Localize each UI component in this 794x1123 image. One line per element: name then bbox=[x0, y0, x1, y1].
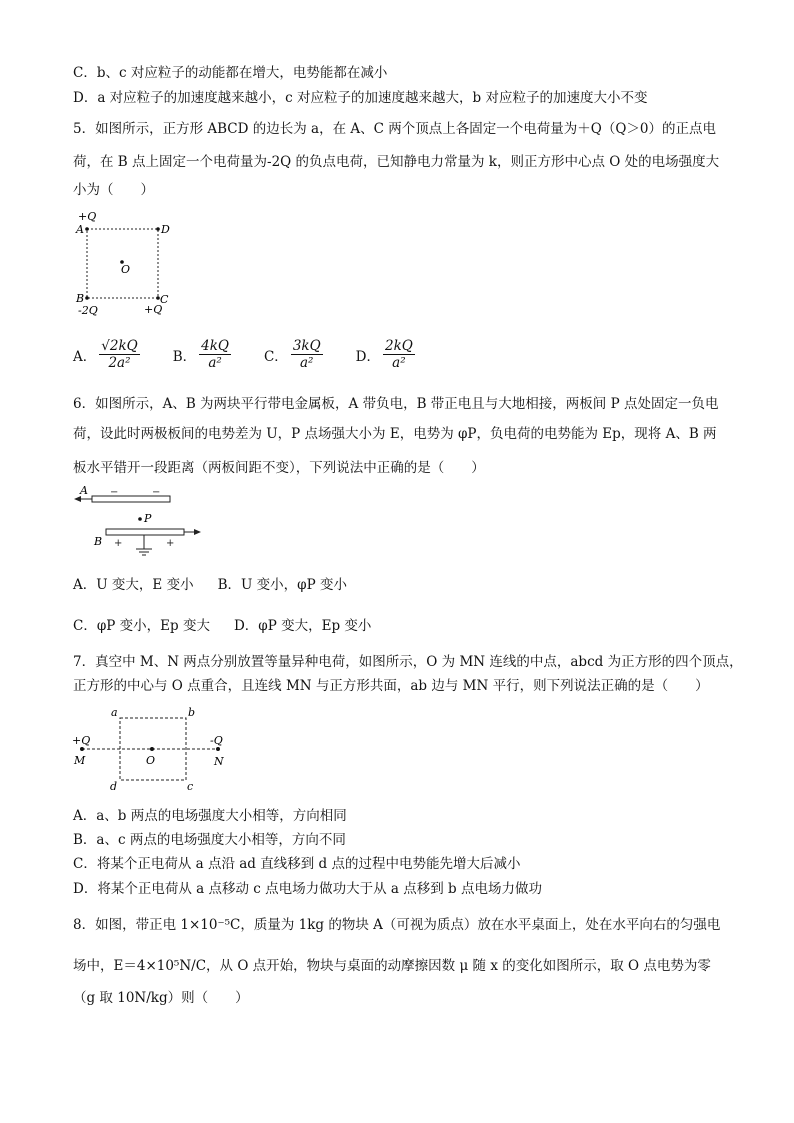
q6-option-d[interactable]: D．φP 变大，Ep 变小 bbox=[233, 618, 372, 634]
plate-b bbox=[106, 529, 184, 535]
q8-stem-line2: 场中，E＝4×10⁵N/C，从 O 点开始，物块与桌面的动摩擦因数 μ 随 x 的变化如图所示，取 O 点电势为零 bbox=[73, 958, 711, 974]
label-a-charge: +Q bbox=[78, 210, 97, 223]
center-o-dot bbox=[150, 747, 154, 751]
q7-option-a[interactable]: A．a、b 两点的电场强度大小相等，方向相同 bbox=[73, 808, 347, 824]
label-plate-a: A bbox=[80, 484, 88, 497]
q6-stem-line1: 6．如图所示，A、B 为两块平行带电金属板，A 带负电，B 带正电且与大地相接，两板间 P 点处固定一负电 bbox=[73, 396, 719, 412]
label-p: P bbox=[144, 512, 152, 525]
label-b-charge: -2Q bbox=[78, 304, 98, 317]
label-b: B bbox=[76, 292, 85, 305]
q7-option-d[interactable]: D．将某个正电荷从 a 点移动 c 点电场力做功大于从 a 点移到 b 点电场力做功 bbox=[73, 881, 542, 897]
q5-stem-line2: 荷，在 B 点上固定一个电荷量为-2Q 的负点电荷，已知静电力常量为 k，则正方形中心点 O 处的电场强度大 bbox=[73, 154, 720, 170]
point-d-dot bbox=[156, 227, 160, 231]
label-c: c bbox=[187, 780, 194, 793]
q7-square-figure bbox=[70, 704, 240, 794]
label-m: M bbox=[74, 754, 86, 767]
q7-stem-line2: 正方形的中心与 O 点重合，且连线 MN 与正方形共面，ab 边与 MN 平行，则下列说法正确的是（ ） bbox=[73, 678, 709, 694]
q6-options-row1 bbox=[73, 575, 347, 595]
label-o: O bbox=[146, 754, 156, 767]
q8-stem-line1: 8．如图，带正电 1×10⁻⁵C，质量为 1kg 的物块 A（可视为质点）放在水平桌面上，处在水平向右的匀强电 bbox=[73, 917, 721, 933]
q7-option-c[interactable]: C．将某个正电荷从 a 点沿 ad 直线移到 d 点的过程中电势能先增大后减小 bbox=[73, 856, 521, 872]
label-a: A bbox=[76, 223, 84, 236]
charge-m-dot bbox=[80, 747, 84, 751]
label-d: d bbox=[110, 780, 118, 793]
plate-a-minus-2: − bbox=[152, 487, 161, 498]
q5-options bbox=[73, 338, 448, 371]
q5-stem-line1: 5．如图所示，正方形 ABCD 的边长为 a，在 A、C 两个顶点上各固定一个电荷量为＋Q（Q＞0）的正点电 bbox=[73, 121, 716, 137]
q6-stem-line2: 荷，设此时两极板间的电势差为 U，P 点场强大小为 E，电势为 φP，负电荷的电势能为 Ep，现将 A、B 两 bbox=[73, 426, 717, 442]
label-d: D bbox=[161, 223, 170, 236]
q6-capacitor-figure bbox=[70, 482, 210, 562]
label-minus-q: -Q bbox=[210, 734, 223, 747]
label-c: C bbox=[160, 293, 169, 306]
q4-option-c: C．b、c 对应粒子的动能都在增大，电势能都在减小 bbox=[73, 65, 388, 81]
charge-n-dot bbox=[216, 747, 220, 751]
q6-option-c[interactable]: C．φP 变小，Ep 变大 bbox=[73, 618, 210, 634]
q5-square-figure bbox=[70, 206, 180, 318]
q6-options-row2 bbox=[73, 616, 371, 636]
label-plate-b: B bbox=[94, 535, 103, 548]
charge-a-dot bbox=[85, 227, 89, 231]
q4-option-d: D．a 对应粒子的加速度越来越小，c 对应粒子的加速度越来越大，b 对应粒子的加速度大小不变 bbox=[73, 90, 648, 106]
arrow-right-head bbox=[194, 529, 201, 535]
plate-a-minus-1: − bbox=[110, 487, 119, 498]
plate-b-plus-2: + bbox=[166, 538, 175, 549]
label-o: O bbox=[121, 263, 131, 276]
q5-option-b[interactable]: B． $\frac{4kQ}{\text{a²}}$ bbox=[172, 338, 229, 371]
point-p-dot bbox=[138, 517, 142, 521]
q5-option-d[interactable]: D． $\frac{2kQ}{\text{a²}}$ bbox=[355, 338, 413, 371]
q5-option-c[interactable]: C． $\frac{3kQ}{\text{a²}}$ bbox=[263, 338, 321, 371]
label-n: N bbox=[214, 755, 224, 768]
q5-option-a[interactable]: A． $\frac{√2kQ}{\text{2a²}}$ bbox=[73, 338, 138, 371]
q6-option-b[interactable]: B．U 变小，φP 变小 bbox=[217, 577, 347, 593]
label-plus-q: +Q bbox=[72, 734, 91, 747]
q6-option-a[interactable]: A．U 变大，E 变小 bbox=[73, 577, 194, 593]
q7-stem-line1: 7．真空中 M、N 两点分别放置等量异种电荷，如图所示，O 为 MN 连线的中点，abcd 为正方形的四个顶点， bbox=[73, 654, 743, 670]
q8-stem-line3: （g 取 10N/kg）则（ ） bbox=[73, 990, 249, 1006]
label-a: a bbox=[111, 706, 118, 719]
charge-b-dot bbox=[85, 296, 89, 300]
q5-stem-line3: 小为（ ） bbox=[73, 182, 154, 198]
q6-stem-line3: 板水平错开一段距离（两板间距不变），下列说法中正确的是（ ） bbox=[73, 460, 485, 476]
q7-option-b[interactable]: B．a、c 两点的电场强度大小相等，方向不同 bbox=[73, 832, 346, 848]
label-b: b bbox=[188, 706, 196, 719]
label-c-charge: +Q bbox=[144, 303, 163, 316]
plate-b-plus-1: + bbox=[114, 538, 123, 549]
